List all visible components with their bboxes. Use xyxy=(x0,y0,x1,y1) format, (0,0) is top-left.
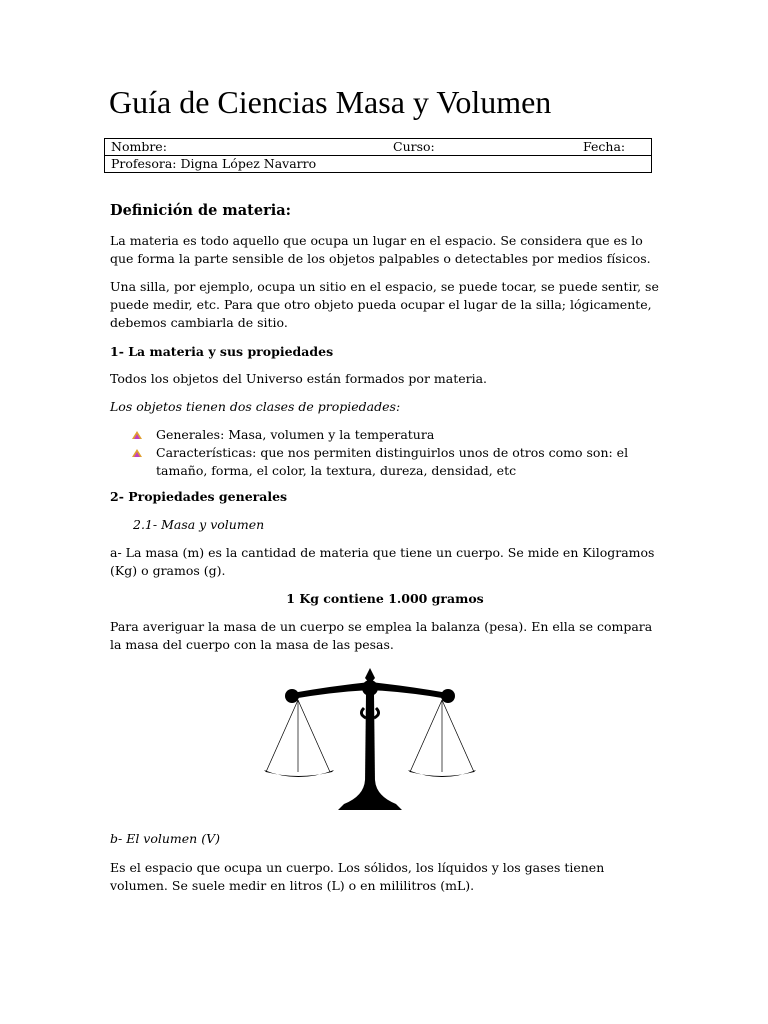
balance-scale-icon xyxy=(262,668,478,816)
paragraph-properties-intro: Los objetos tienen dos clases de propiedades: xyxy=(110,399,401,414)
paragraph-definition: La materia es todo aquello que ocupa un lugar en el espacio. Se considera que es lo que forma la parte sensible de los objetos palpables o detectables por medios físicos. xyxy=(110,233,651,266)
list-item-text: Generales: Masa, volumen y la temperatura xyxy=(156,427,435,442)
properties-list xyxy=(130,426,650,480)
page-title: Guía de Ciencias Masa y Volumen xyxy=(109,84,552,120)
list-item xyxy=(130,426,650,444)
paragraph-volume: Es el espacio que ocupa un cuerpo. Los sólidos, los líquidos y los gases tienen volumen. Se suele medir en litros (L) o en mililitros (mL). xyxy=(110,860,605,893)
teacher-cell: Profesora: Digna López Navarro xyxy=(105,156,652,173)
paragraph-mass: a- La masa (m) es la cantidad de materia que tiene un cuerpo. Se mide en Kilogramos (Kg) o gramos (g). xyxy=(110,545,655,578)
date-cell: Fecha: xyxy=(577,139,652,156)
course-cell: Curso: xyxy=(387,139,577,156)
bullet-icon xyxy=(132,449,142,458)
paragraph-universe: Todos los objetos del Universo están formados por materia. xyxy=(110,371,488,386)
list-item xyxy=(130,444,650,480)
list-item-text: Características: que nos permiten distinguirlos unos de otros como son: el tamaño, forma, el color, la textura, dureza, densidad, etc xyxy=(156,445,629,478)
subsection-heading-2-1: 2.1- Masa y volumen xyxy=(133,517,265,532)
student-info-table xyxy=(104,138,652,173)
kg-equivalence: 1 Kg contiene 1.000 gramos xyxy=(286,591,484,606)
section-heading-1: 1- La materia y sus propiedades xyxy=(110,344,334,359)
name-cell: Nombre: xyxy=(105,139,388,156)
paragraph-example: Una silla, por ejemplo, ocupa un sitio en el espacio, se puede tocar, se puede sentir, se puede medir, etc. Para que otro objeto pueda ocupar el lugar de la silla; lógicamente, debemos cambiarla de sitio. xyxy=(110,279,659,330)
bullet-icon xyxy=(132,431,142,440)
paragraph-balance: Para averiguar la masa de un cuerpo se emplea la balanza (pesa). En ella se compara la masa del cuerpo con la masa de las pesas. xyxy=(110,619,653,652)
definition-heading: Definición de materia: xyxy=(110,202,291,219)
section-heading-2: 2- Propiedades generales xyxy=(110,489,288,504)
subsection-heading-volume: b- El volumen (V) xyxy=(110,831,220,846)
